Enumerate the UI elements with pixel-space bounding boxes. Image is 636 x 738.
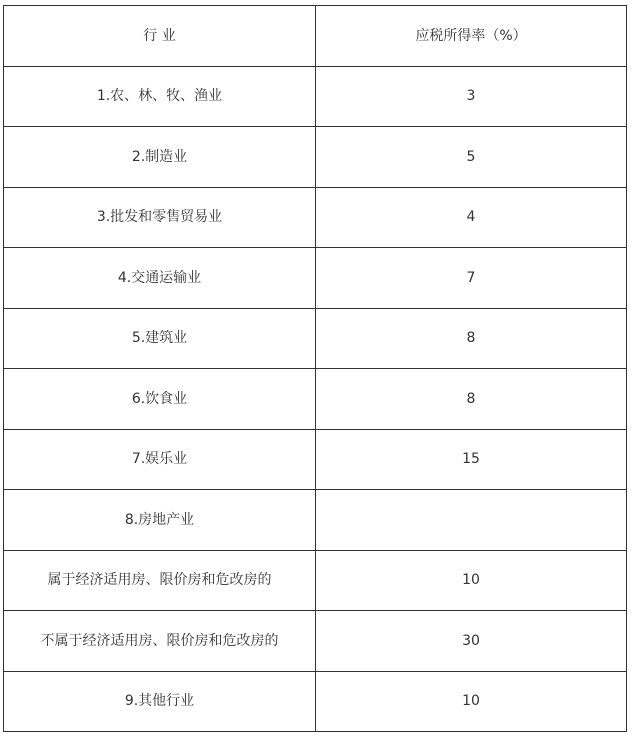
table-row (4, 671, 627, 732)
industry-cell: 1.农、林、牧、渔业 (4, 66, 316, 127)
table-row (4, 369, 627, 430)
table-row (4, 550, 627, 611)
rate-cell: 15 (316, 429, 627, 490)
industry-cell: 5.建筑业 (4, 308, 316, 369)
industry-cell: 2.制造业 (4, 127, 316, 188)
rate-cell: 30 (316, 611, 627, 672)
rate-cell: 7 (316, 248, 627, 309)
table-row (4, 308, 627, 369)
header-industry: 行 业 (4, 6, 316, 67)
table-row (4, 490, 627, 551)
header-rate: 应税所得率（%） (316, 6, 627, 67)
rate-cell: 5 (316, 127, 627, 188)
rate-cell: 10 (316, 550, 627, 611)
rate-cell: 8 (316, 308, 627, 369)
table-row (4, 248, 627, 309)
rate-cell: 10 (316, 671, 627, 732)
industry-cell: 8.房地产业 (4, 490, 316, 551)
table-header-row (4, 6, 627, 67)
table-row (4, 429, 627, 490)
table-row (4, 127, 627, 188)
industry-cell: 3.批发和零售贸易业 (4, 187, 316, 248)
industry-cell: 不属于经济适用房、限价房和危改房的 (4, 611, 316, 672)
tax-rate-table (3, 5, 627, 732)
table-row (4, 66, 627, 127)
table-row (4, 187, 627, 248)
industry-cell: 9.其他行业 (4, 671, 316, 732)
tax-rate-table-container (3, 5, 627, 732)
rate-cell (316, 490, 627, 551)
industry-cell: 7.娱乐业 (4, 429, 316, 490)
industry-cell: 4.交通运输业 (4, 248, 316, 309)
industry-cell: 属于经济适用房、限价房和危改房的 (4, 550, 316, 611)
rate-cell: 8 (316, 369, 627, 430)
industry-cell: 6.饮食业 (4, 369, 316, 430)
rate-cell: 3 (316, 66, 627, 127)
rate-cell: 4 (316, 187, 627, 248)
table-row (4, 611, 627, 672)
